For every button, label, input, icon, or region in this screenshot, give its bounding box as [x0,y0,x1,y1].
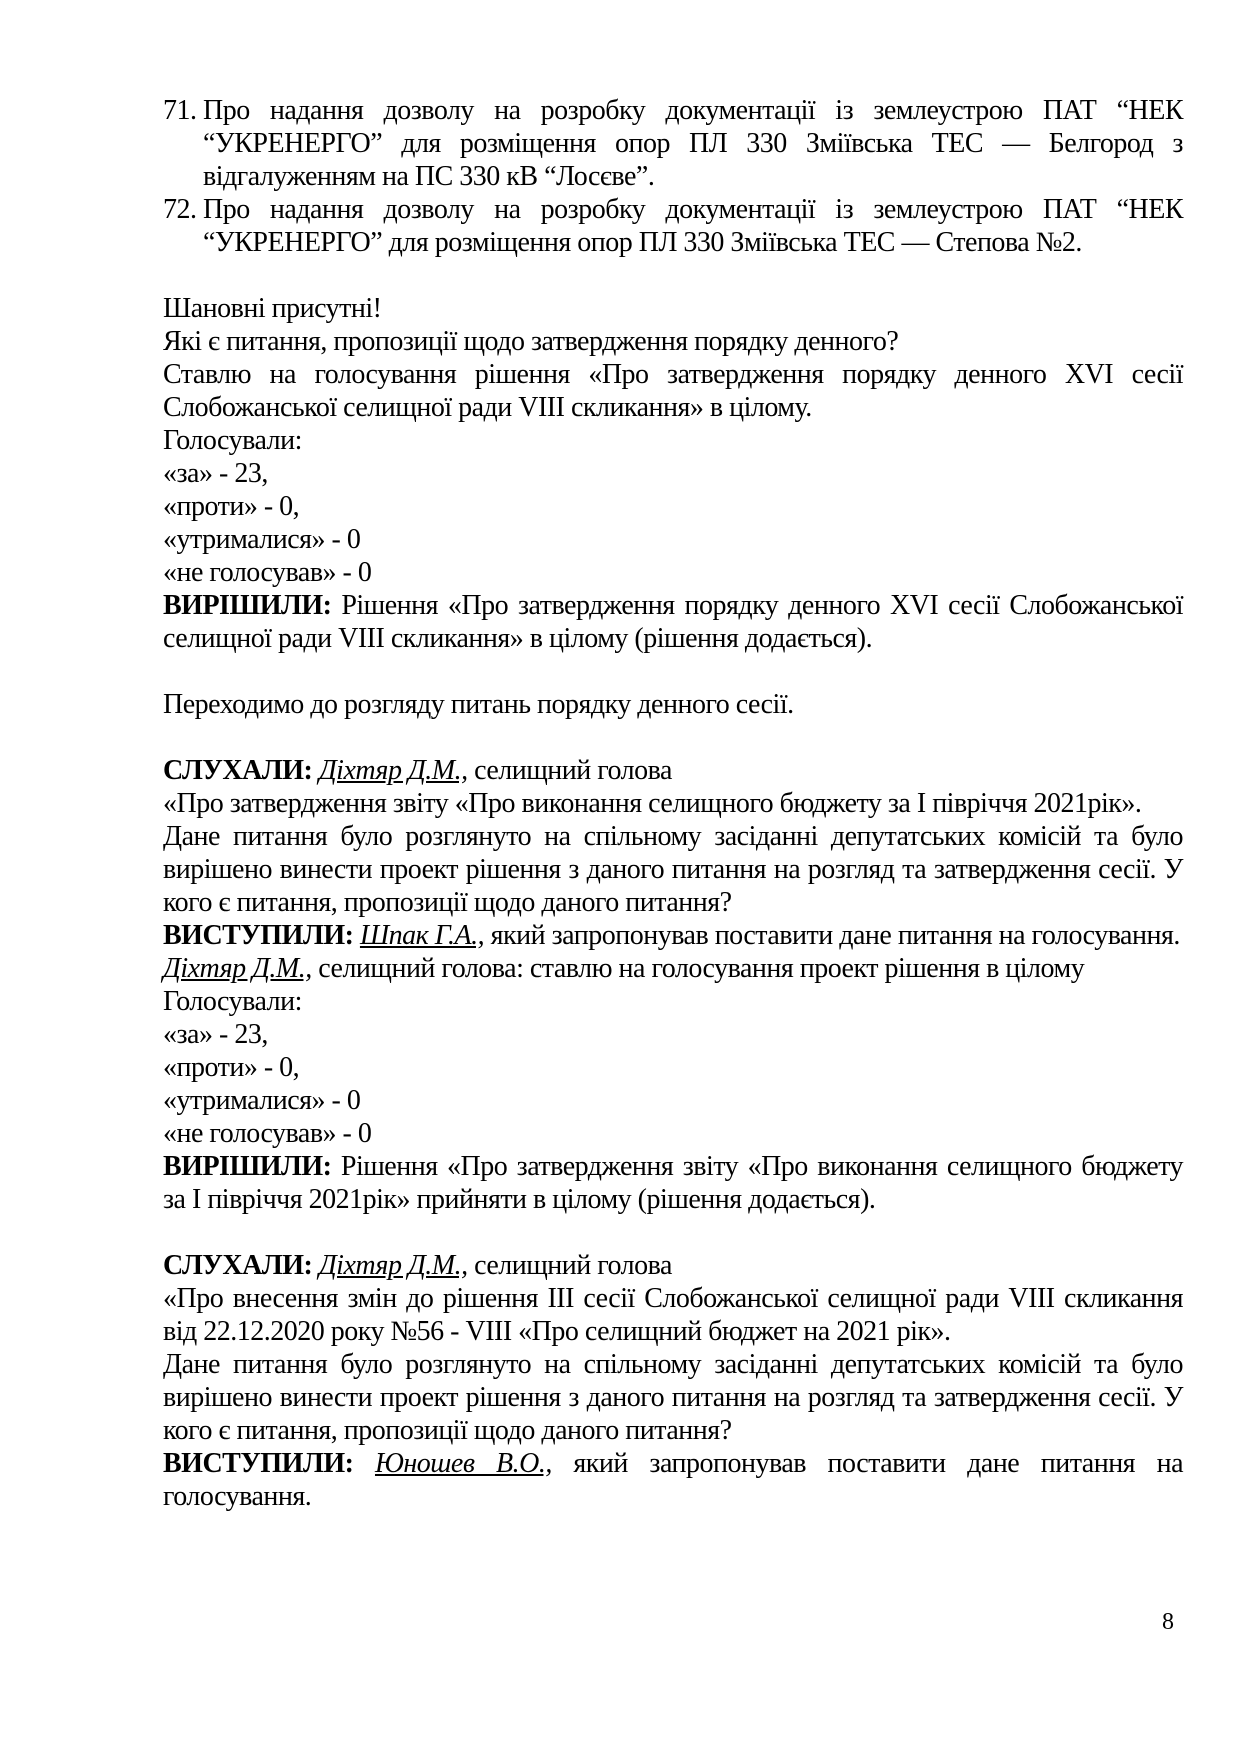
greeting: Шановні присутні! [163,293,382,324]
agenda-item-71 [163,94,1183,193]
agenda-item-number: 72. [163,194,197,225]
voted-label: Голосували: [163,986,302,1017]
vote-for: «за» - 23, [163,458,268,489]
decision [163,1150,1183,1216]
heard-person: Діхтяр Д.М., [318,1250,468,1281]
vote-for: «за» - 23, [163,1019,268,1050]
agenda-item-text: Про надання дозволу на розробку документації із землеустрою ПАТ “НЕК “УКРЕНЕРГО” для розміщення опор ПЛ 330 Зміївська ТЕС — Белгород з відгалуженням на ПС 330 кВ “Лосєве”. [203,95,1183,192]
heard-role: селищний голова [467,1250,672,1281]
vote-abstained: «утрималися» - 0 [163,1085,361,1116]
heard-line [163,1249,1183,1282]
chair-text: селищний голова: ставлю на голосування проект рішення в цілому [311,953,1085,984]
spoke-text: який запропонував поставити дане питання на голосування. [163,1448,1184,1512]
transition-text: Переходимо до розгляду питань порядку денного сесії. [163,689,794,720]
item-topic: «Про внесення змін до рішення ІІІ сесії Слобожанської селищної ради VIII скликання від 22.12.2020 року №56 - VIII «Про селищний бюджет на 2021 рік». [163,1283,1183,1347]
spoke-line [163,919,1183,952]
heard-line [163,754,1183,787]
spoke-person: Шпак Г.А., [359,920,485,951]
spoke-line [163,1447,1183,1513]
chair-person: Діхтяр Д.М., [163,953,312,984]
decided-text: Рішення «Про затвердження порядку денного XVI сесії Слобожанської селищної ради VIII скликання» в цілому (рішення додається). [163,590,1183,654]
spoke-label: ВИСТУПИЛИ: [163,1448,354,1479]
item-discussion: Дане питання було розглянуто на спільному засіданні депутатських комісій та було вирішено винести проект рішення з даного питання на розгляд та затвердження сесії. У кого є питання, пропозиції щодо даного питання? [163,821,1183,918]
document-page [163,94,1183,1513]
decided-label: ВИРІШИЛИ: [163,1151,332,1182]
vote-against: «проти» - 0, [163,491,300,522]
agenda-question: Які є питання, пропозиції щодо затвердження порядку денного? [163,326,899,357]
vote-abstained: «утрималися» - 0 [163,524,361,555]
spoke-person: Юношев В.О., [374,1448,552,1479]
heard-role: селищний голова [467,755,672,786]
decided-text: Рішення «Про затвердження звіту «Про виконання селищного бюджету за І півріччя 2021рік» прийняти в цілому (рішення додається). [163,1151,1183,1215]
item-discussion: Дане питання було розглянуто на спільному засіданні депутатських комісій та було вирішено винести проект рішення з даного питання на розгляд та затвердження сесії. У кого є питання, пропозиції щодо даного питання? [163,1349,1183,1446]
heard-label: СЛУХАЛИ: [163,1250,313,1281]
page-number: 8 [1162,1609,1174,1635]
spoke-text: який запропонував поставити дане питання на голосування. [484,920,1180,951]
decided-label: ВИРІШИЛИ: [163,590,332,621]
vote-against: «проти» - 0, [163,1052,300,1083]
vote-not-voted: «не голосував» - 0 [163,1118,372,1149]
item-topic: «Про затвердження звіту «Про виконання селищного бюджету за І півріччя 2021рік». [163,788,1142,819]
spoke-label: ВИСТУПИЛИ: [163,920,354,951]
voted-label: Голосували: [163,425,302,456]
agenda-item-72 [163,193,1183,259]
heard-label: СЛУХАЛИ: [163,755,313,786]
heard-person: Діхтяр Д.М., [318,755,468,786]
chair-line [163,952,1183,985]
agenda-item-number: 71. [163,95,197,126]
decision [163,589,1183,655]
vote-call: Ставлю на голосування рішення «Про затвердження порядку денного XVI сесії Слобожанської селищної ради VIII скликання» в цілому. [163,359,1183,423]
agenda-item-text: Про надання дозволу на розробку документації із землеустрою ПАТ “НЕК “УКРЕНЕРГО” для розміщення опор ПЛ 330 Зміївська ТЕС — Степова №2. [203,194,1183,258]
vote-not-voted: «не голосував» - 0 [163,557,372,588]
